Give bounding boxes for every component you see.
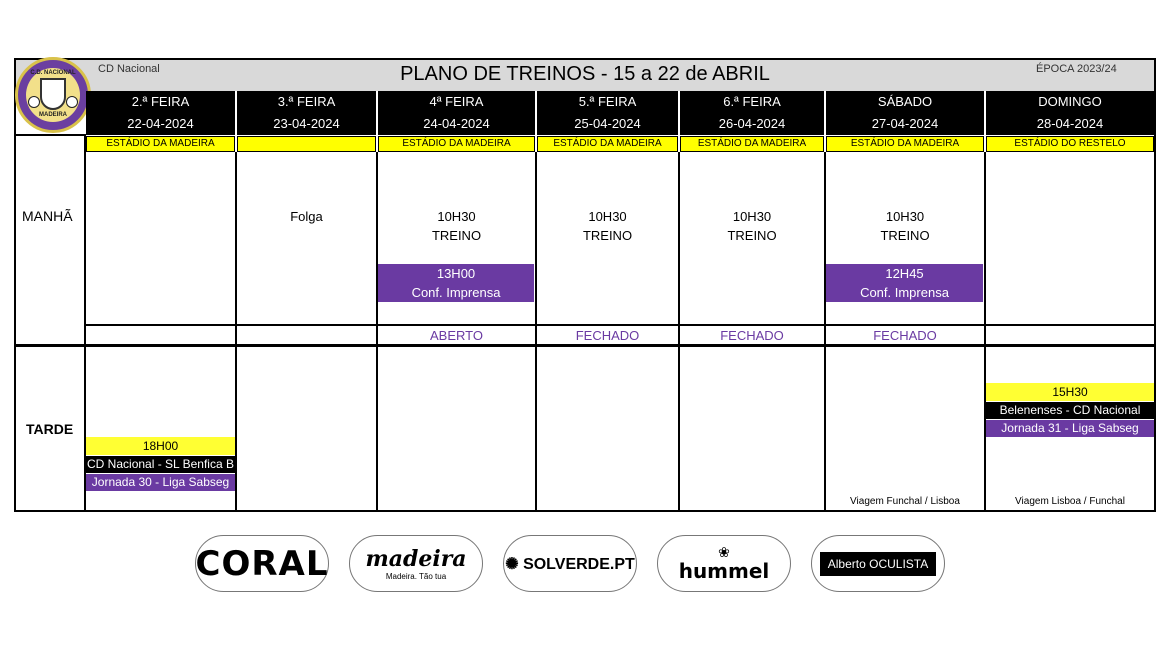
venue-label: ESTÁDIO DA MADEIRA bbox=[378, 136, 535, 152]
day-header-fri bbox=[680, 91, 824, 135]
crest-ball-icon bbox=[28, 96, 40, 108]
day-name: SÁBADO bbox=[877, 94, 933, 109]
travel-note: Viagem Funchal / Lisboa bbox=[850, 496, 960, 507]
sponsor-name: hummel bbox=[678, 558, 770, 583]
match-fixture: Belenenses - CD Nacional bbox=[986, 402, 1154, 419]
row-label-afternoon: TARDE bbox=[26, 421, 74, 437]
row-label-morning: MANHÃ bbox=[22, 208, 73, 224]
press-time: 12H45 bbox=[885, 266, 924, 281]
day-date: 22-04-2024 bbox=[127, 116, 194, 131]
day-name: 2.ª FEIRA bbox=[131, 94, 190, 109]
match-round: Jornada 30 - Liga Sabseg bbox=[86, 474, 235, 491]
venue-label: ESTÁDIO DA MADEIRA bbox=[826, 136, 984, 152]
sun-icon: ✺ bbox=[505, 555, 524, 573]
sponsor-name: CORAL bbox=[195, 543, 329, 584]
venue-label: ESTÁDIO DA MADEIRA bbox=[680, 136, 824, 152]
training-time: 10H30 bbox=[732, 209, 772, 224]
day-date: 27-04-2024 bbox=[871, 116, 939, 131]
travel-note: Viagem Lisboa / Funchal bbox=[1015, 496, 1125, 507]
sponsor-madeira-logo bbox=[349, 535, 483, 592]
match-time: 18H00 bbox=[86, 437, 235, 455]
day-name: 6.ª FEIRA bbox=[723, 94, 781, 109]
sponsor-name: madeira bbox=[365, 546, 467, 572]
press-label: Conf. Imprensa bbox=[860, 285, 949, 300]
press-label: Conf. Imprensa bbox=[411, 285, 501, 300]
day-name: 4ª FEIRA bbox=[429, 94, 484, 109]
match-time: 15H30 bbox=[986, 383, 1154, 401]
club-name: CD Nacional bbox=[98, 63, 160, 75]
venue-label bbox=[237, 136, 376, 152]
day-header-sat bbox=[826, 91, 984, 135]
crest-ball-icon bbox=[66, 96, 78, 108]
training-time: 10H30 bbox=[885, 209, 925, 224]
day-name: 3.ª FEIRA bbox=[277, 94, 336, 109]
grid-line bbox=[984, 152, 986, 511]
match-round: Jornada 31 - Liga Sabseg bbox=[986, 420, 1154, 437]
day-date: 24-04-2024 bbox=[423, 116, 490, 131]
venue-label: ESTÁDIO DO RESTELO bbox=[986, 136, 1154, 152]
training-label: TREINO bbox=[582, 228, 633, 243]
session-status: ABERTO bbox=[430, 328, 483, 343]
day-header-mon bbox=[86, 91, 235, 135]
crest-text: MADEIRA bbox=[39, 112, 67, 118]
press-conference-block bbox=[378, 264, 534, 302]
press-time: 13H00 bbox=[436, 266, 476, 281]
training-label: TREINO bbox=[431, 228, 482, 243]
crest-text: C.D. NACIONAL bbox=[30, 70, 76, 76]
training-label: TREINO bbox=[727, 228, 777, 243]
day-name: DOMINGO bbox=[1038, 94, 1102, 109]
sponsor-name-text: SOLVERDE.PT bbox=[523, 555, 635, 573]
venue-label: ESTÁDIO DA MADEIRA bbox=[86, 136, 235, 152]
day-header-sun bbox=[986, 91, 1154, 135]
press-conference-block bbox=[826, 264, 983, 302]
session-status: FECHADO bbox=[720, 328, 784, 343]
day-header-thu bbox=[537, 91, 678, 135]
day-header-wed bbox=[378, 91, 535, 135]
training-time: 10H30 bbox=[437, 209, 476, 224]
crest-shield-icon bbox=[40, 78, 66, 110]
sponsor-alberto-logo bbox=[811, 535, 945, 592]
grid-line bbox=[16, 134, 86, 136]
page-title: PLANO DE TREINOS - 15 a 22 de ABRIL bbox=[400, 63, 770, 85]
season-label: ÉPOCA 2023/24 bbox=[1036, 63, 1117, 75]
sponsor-name bbox=[505, 554, 635, 574]
day-date: 28-04-2024 bbox=[1036, 116, 1104, 131]
training-label: TREINO bbox=[880, 228, 930, 243]
day-date: 26-04-2024 bbox=[718, 116, 786, 131]
session-status: FECHADO bbox=[575, 328, 640, 343]
sponsor-solverde-logo bbox=[503, 535, 637, 592]
bee-icon: ❀ bbox=[718, 543, 730, 560]
sponsor-name: Alberto OCULISTA bbox=[820, 552, 936, 576]
day-date: 23-04-2024 bbox=[273, 116, 340, 131]
sponsor-hummel-logo bbox=[657, 535, 791, 592]
venue-label: ESTÁDIO DA MADEIRA bbox=[537, 136, 678, 152]
day-header-tue bbox=[237, 91, 376, 135]
day-name: 5.ª FEIRA bbox=[578, 94, 637, 109]
day-off-label: Folga bbox=[290, 209, 323, 224]
day-date: 25-04-2024 bbox=[574, 116, 641, 131]
match-fixture: CD Nacional - SL Benfica B bbox=[87, 457, 234, 471]
training-time: 10H30 bbox=[588, 209, 627, 224]
sponsor-tagline: Madeira. Tão tua bbox=[385, 572, 447, 581]
sponsor-coral-logo bbox=[195, 535, 329, 592]
session-status: FECHADO bbox=[873, 328, 937, 343]
grid-line bbox=[235, 152, 237, 511]
